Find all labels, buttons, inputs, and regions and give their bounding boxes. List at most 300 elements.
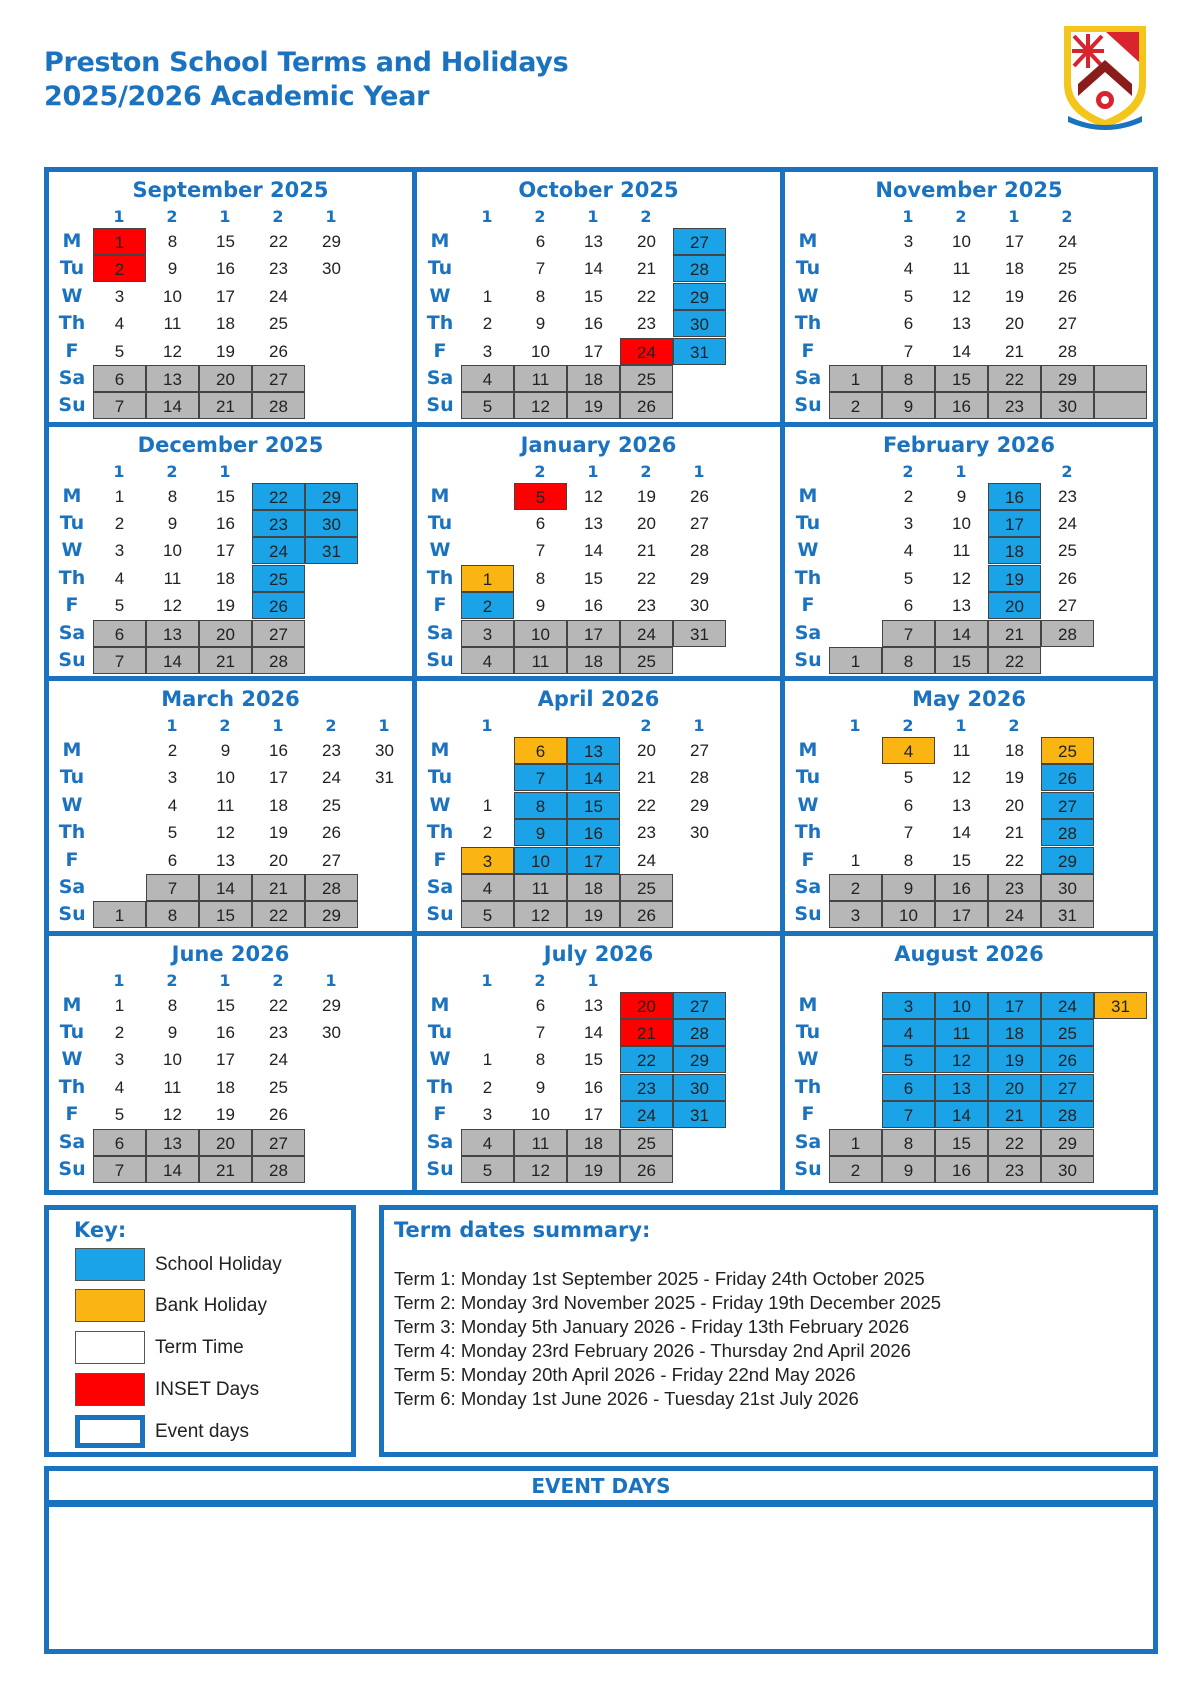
day-cell: 14 <box>146 1156 199 1183</box>
day-cell: 7 <box>882 1101 935 1128</box>
day-cell: 24 <box>1058 232 1077 251</box>
day-cell: 3 <box>461 847 514 874</box>
day-label: W <box>797 539 819 562</box>
day-cell: 26 <box>1058 568 1077 588</box>
day-label: Su <box>794 1157 822 1180</box>
week-number: 1 <box>166 716 178 735</box>
week-number: 1 <box>481 716 493 735</box>
day-cell: 12 <box>952 286 971 306</box>
day-cell: 21 <box>637 259 656 279</box>
day-label: W <box>61 1048 83 1071</box>
day-cell: 8 <box>514 792 567 819</box>
day-cell: 28 <box>1041 620 1094 647</box>
day-cell: 3 <box>882 992 935 1019</box>
term-line: Term 4: Monday 23rd February 2026 - Thursday 2nd April 2026 <box>394 1340 911 1361</box>
month-block <box>785 172 1153 427</box>
day-cell: 17 <box>988 510 1041 537</box>
day-cell: 10 <box>882 901 935 928</box>
month-title: May 2026 <box>912 687 1026 711</box>
day-cell: 2 <box>114 1022 125 1042</box>
day-cell: 12 <box>216 823 235 843</box>
day-label: M <box>430 993 450 1016</box>
day-label: F <box>65 339 79 362</box>
day-label: F <box>801 848 815 871</box>
day-cell: 25 <box>1058 259 1077 279</box>
day-label: Th <box>794 1075 822 1098</box>
key-title: Key: <box>74 1218 127 1242</box>
week-number: 2 <box>166 461 178 481</box>
day-label: Su <box>426 903 454 926</box>
week-number: 1 <box>219 461 231 481</box>
day-cell: 4 <box>903 541 914 561</box>
day-cell: 4 <box>882 737 935 764</box>
day-label: Th <box>426 821 454 844</box>
day-label: Th <box>58 1075 86 1098</box>
day-cell: 25 <box>1041 737 1094 764</box>
day-cell: 4 <box>903 259 914 279</box>
day-cell: 1 <box>93 901 146 928</box>
day-cell: 6 <box>882 1074 935 1101</box>
day-cell: 4 <box>114 314 125 334</box>
day-cell: 20 <box>1005 795 1024 815</box>
day-cell: 23 <box>620 1074 673 1101</box>
day-cell: 16 <box>584 596 603 616</box>
day-cell: 11 <box>952 541 971 561</box>
month-title: March 2026 <box>161 687 300 711</box>
key-label: Bank Holiday <box>155 1295 267 1316</box>
day-cell: 8 <box>167 486 178 506</box>
day-label: F <box>433 594 447 617</box>
day-cell: 16 <box>584 1077 603 1097</box>
week-number: 2 <box>1061 207 1073 226</box>
key-label: Term Time <box>155 1337 244 1358</box>
day-cell: 23 <box>988 1156 1041 1183</box>
month-title: August 2026 <box>894 941 1044 966</box>
day-cell: 7 <box>882 620 935 647</box>
day-label: M <box>62 739 82 761</box>
day-cell: 1 <box>93 228 146 255</box>
day-cell: 11 <box>935 1019 988 1046</box>
day-label: Sa <box>794 876 822 898</box>
day-label: F <box>65 848 79 871</box>
day-cell: 20 <box>988 1074 1041 1101</box>
day-cell: 11 <box>514 874 567 901</box>
day-label: Tu <box>427 1020 453 1043</box>
day-cell: 17 <box>1005 232 1024 251</box>
day-cell: 31 <box>305 537 358 564</box>
day-cell: 21 <box>620 1019 673 1046</box>
day-cell: 15 <box>935 1129 988 1156</box>
week-number: 2 <box>166 207 178 226</box>
day-cell: 24 <box>269 286 288 306</box>
day-cell: 26 <box>620 392 673 419</box>
page-subtitle: 2025/2026 Academic Year <box>44 81 430 112</box>
day-cell: 15 <box>935 365 988 392</box>
month-title: November 2025 <box>875 178 1063 202</box>
day-cell: 15 <box>216 232 235 251</box>
week-number: 1 <box>955 461 967 481</box>
month-title: June 2026 <box>171 941 290 966</box>
day-cell: 10 <box>163 286 182 306</box>
day-cell: 2 <box>167 741 178 760</box>
event-days-title: EVENT DAYS <box>531 1474 671 1498</box>
week-number: 2 <box>955 207 967 226</box>
day-label: M <box>430 230 450 252</box>
day-cell: 17 <box>567 620 620 647</box>
day-cell: 5 <box>903 568 914 588</box>
day-cell: 15 <box>952 850 971 870</box>
day-cell: 2 <box>482 314 493 334</box>
day-cell: 26 <box>620 901 673 928</box>
event-days-body <box>44 1500 1158 1654</box>
day-label: Tu <box>59 1020 85 1043</box>
day-cell: 5 <box>903 286 914 306</box>
day-cell: 14 <box>952 823 971 843</box>
day-cell: 13 <box>935 1074 988 1101</box>
day-cell: 23 <box>269 1022 288 1042</box>
day-cell: 31 <box>673 1101 726 1128</box>
day-cell: 12 <box>514 392 567 419</box>
day-cell: 13 <box>584 232 603 251</box>
day-cell: 27 <box>252 1129 305 1156</box>
month-block <box>49 936 417 1191</box>
week-number: 1 <box>955 716 967 735</box>
day-cell: 31 <box>1094 992 1147 1019</box>
day-cell: 14 <box>146 647 199 674</box>
week-number: 1 <box>693 461 705 481</box>
day-cell: 27 <box>1058 314 1077 334</box>
day-cell: 30 <box>1041 1156 1094 1183</box>
day-cell: 11 <box>216 795 235 815</box>
day-cell: 3 <box>903 232 914 251</box>
day-cell: 24 <box>322 768 341 788</box>
day-cell: 30 <box>305 510 358 537</box>
day-label: Tu <box>795 1020 821 1043</box>
day-cell: 2 <box>829 1156 882 1183</box>
day-label: Th <box>426 1075 454 1098</box>
day-cell: 22 <box>269 232 288 251</box>
day-cell: 21 <box>637 541 656 561</box>
week-number: 1 <box>113 207 125 226</box>
day-cell: 10 <box>531 1105 550 1125</box>
day-cell: 29 <box>673 1046 726 1073</box>
day-cell: 27 <box>252 365 305 392</box>
day-cell: 30 <box>322 259 341 279</box>
day-cell: 19 <box>216 596 235 616</box>
day-cell: 6 <box>93 620 146 647</box>
day-cell: 27 <box>322 850 341 870</box>
day-label: W <box>797 793 819 816</box>
day-cell: 11 <box>514 647 567 674</box>
day-cell: 26 <box>1041 764 1094 791</box>
day-cell: 19 <box>637 486 656 506</box>
school-crest-logo <box>1060 22 1150 134</box>
day-label: Sa <box>58 621 86 644</box>
key-swatch-bank <box>75 1289 145 1322</box>
day-cell: 26 <box>269 341 288 361</box>
day-cell: 31 <box>1041 901 1094 928</box>
day-label: M <box>798 230 818 252</box>
term-line: Term 5: Monday 20th April 2026 - Friday 22nd May 2026 <box>394 1364 856 1385</box>
day-cell: 13 <box>952 795 971 815</box>
day-cell: 12 <box>514 901 567 928</box>
term-line: Term 2: Monday 3rd November 2025 - Friday 19th December 2025 <box>394 1292 942 1313</box>
day-label: F <box>801 1103 815 1126</box>
day-cell: 8 <box>535 286 546 306</box>
day-cell: 22 <box>637 568 656 588</box>
month-title: December 2025 <box>137 432 324 457</box>
day-cell: 26 <box>252 592 305 619</box>
day-cell: 21 <box>637 768 656 788</box>
day-cell: 17 <box>935 901 988 928</box>
day-cell: 30 <box>1041 874 1094 901</box>
day-cell: 24 <box>620 620 673 647</box>
day-cell: 19 <box>1005 768 1024 788</box>
day-cell: 9 <box>535 314 546 334</box>
day-cell: 9 <box>514 819 567 846</box>
day-cell: 29 <box>305 483 358 510</box>
day-cell: 8 <box>535 568 546 588</box>
day-cell: 5 <box>114 341 125 361</box>
day-cell: 9 <box>167 259 178 279</box>
day-cell: 10 <box>163 541 182 561</box>
day-cell: 24 <box>620 1101 673 1128</box>
day-cell: 28 <box>252 647 305 674</box>
day-label: F <box>433 848 447 871</box>
day-cell: 3 <box>114 286 125 306</box>
day-cell: 22 <box>637 286 656 306</box>
day-cell: 12 <box>952 568 971 588</box>
day-cell: 2 <box>829 392 882 419</box>
day-cell: 29 <box>322 232 341 251</box>
day-cell: 30 <box>690 823 709 843</box>
key-swatch-inset <box>75 1373 145 1406</box>
day-cell: 11 <box>163 568 182 588</box>
day-cell: 8 <box>535 1050 546 1070</box>
day-cell: 18 <box>567 365 620 392</box>
day-cell: 27 <box>1041 1074 1094 1101</box>
day-cell: 4 <box>114 568 125 588</box>
day-cell: 14 <box>584 1022 603 1042</box>
week-number: 1 <box>481 970 493 990</box>
day-cell: 4 <box>461 1129 514 1156</box>
day-cell: 25 <box>620 1129 673 1156</box>
day-cell: 13 <box>146 1129 199 1156</box>
day-cell: 3 <box>829 901 882 928</box>
week-number: 1 <box>219 970 231 990</box>
key-box <box>44 1205 356 1457</box>
day-cell: 7 <box>535 259 546 279</box>
week-number: 1 <box>113 461 125 481</box>
day-cell: 28 <box>1041 1101 1094 1128</box>
day-cell: 27 <box>252 620 305 647</box>
day-cell: 24 <box>637 850 656 870</box>
day-cell: 30 <box>1041 392 1094 419</box>
day-cell: 17 <box>567 847 620 874</box>
day-label: Sa <box>426 621 454 644</box>
day-cell: 25 <box>1041 1019 1094 1046</box>
day-cell: 6 <box>535 232 546 251</box>
day-cell: 22 <box>988 365 1041 392</box>
day-label: M <box>798 484 818 507</box>
day-cell: 19 <box>1005 286 1024 306</box>
day-label: Sa <box>794 1130 822 1153</box>
day-cell: 8 <box>167 232 178 251</box>
day-cell: 4 <box>461 647 514 674</box>
day-cell: 8 <box>146 901 199 928</box>
day-cell: 12 <box>163 341 182 361</box>
day-cell: 7 <box>903 823 914 843</box>
day-cell: 1 <box>461 565 514 592</box>
day-cell: 11 <box>163 1077 182 1097</box>
day-cell: 9 <box>882 392 935 419</box>
day-cell: 9 <box>882 1156 935 1183</box>
day-label: Th <box>58 312 86 335</box>
day-cell: 12 <box>163 596 182 616</box>
day-cell: 17 <box>584 341 603 361</box>
day-cell: 19 <box>269 823 288 843</box>
day-cell: 16 <box>935 874 988 901</box>
day-cell: 3 <box>114 541 125 561</box>
day-cell: 21 <box>199 647 252 674</box>
day-label: F <box>433 1103 447 1126</box>
day-cell: 9 <box>167 513 178 533</box>
day-cell: 26 <box>269 1105 288 1125</box>
day-label: Tu <box>59 766 85 789</box>
day-label: W <box>429 1048 451 1071</box>
day-cell: 18 <box>567 874 620 901</box>
week-number: 1 <box>272 716 284 735</box>
day-cell: 18 <box>269 795 288 815</box>
day-cell: 21 <box>252 874 305 901</box>
day-cell: 2 <box>461 592 514 619</box>
day-cell: 1 <box>482 795 493 815</box>
day-label: Th <box>794 821 822 844</box>
day-label: W <box>61 539 83 562</box>
day-cell: 17 <box>269 768 288 788</box>
day-cell: 14 <box>567 764 620 791</box>
month-block <box>417 172 785 427</box>
day-label: Tu <box>795 511 821 534</box>
day-cell: 22 <box>988 647 1041 674</box>
day-cell: 9 <box>956 486 967 506</box>
week-number: 2 <box>1061 461 1073 481</box>
day-cell: 18 <box>216 1077 235 1097</box>
day-label: W <box>61 284 83 307</box>
day-cell: 10 <box>514 847 567 874</box>
day-cell: 3 <box>461 620 514 647</box>
day-cell: 14 <box>952 341 971 361</box>
day-cell: 25 <box>620 365 673 392</box>
day-cell: 24 <box>988 901 1041 928</box>
day-cell: 23 <box>988 874 1041 901</box>
day-cell: 6 <box>93 365 146 392</box>
day-cell: 1 <box>829 647 882 674</box>
day-label: W <box>797 1048 819 1071</box>
day-cell: 21 <box>1005 823 1024 843</box>
day-cell: 16 <box>216 1022 235 1042</box>
month-block <box>785 681 1153 936</box>
day-cell: 14 <box>584 541 603 561</box>
day-label: M <box>430 484 450 507</box>
day-cell: 23 <box>637 596 656 616</box>
day-cell: 1 <box>114 995 125 1015</box>
week-number: 2 <box>902 716 914 735</box>
day-cell: 9 <box>882 874 935 901</box>
calendar-grid <box>44 167 1158 1195</box>
day-label: Tu <box>427 766 453 789</box>
day-cell: 17 <box>988 992 1041 1019</box>
week-number: 1 <box>325 207 337 226</box>
day-label: Sa <box>426 367 454 389</box>
day-label: F <box>801 339 815 362</box>
month-block <box>417 427 785 682</box>
day-cell: 28 <box>690 541 709 561</box>
day-cell: 3 <box>482 1105 493 1125</box>
week-number: 1 <box>693 716 705 735</box>
day-cell: 1 <box>829 365 882 392</box>
month-title: February 2026 <box>882 432 1056 457</box>
day-cell: 23 <box>322 741 341 760</box>
term-line: Term 6: Monday 1st June 2026 - Tuesday 21st July 2026 <box>394 1388 859 1409</box>
day-label: M <box>62 230 82 252</box>
day-cell: 6 <box>903 795 914 815</box>
day-cell: 14 <box>935 620 988 647</box>
day-label: F <box>65 1103 79 1126</box>
day-cell: 6 <box>535 995 546 1015</box>
day-cell: 25 <box>269 1077 288 1097</box>
month-block <box>785 936 1153 1191</box>
key-swatch-hol <box>75 1248 145 1281</box>
day-cell: 31 <box>375 768 394 788</box>
day-cell: 3 <box>903 513 914 533</box>
day-cell: 1 <box>829 1129 882 1156</box>
day-cell: 8 <box>903 850 914 870</box>
day-label: F <box>801 594 815 617</box>
week-number: 2 <box>534 461 546 481</box>
day-cell: 2 <box>903 486 914 506</box>
day-cell: 15 <box>584 568 603 588</box>
day-cell: 25 <box>252 565 305 592</box>
day-cell: 15 <box>216 486 235 506</box>
day-cell: 29 <box>690 795 709 815</box>
day-cell: 23 <box>252 510 305 537</box>
day-cell: 4 <box>461 365 514 392</box>
day-cell: 11 <box>163 314 182 334</box>
term-summary-title: Term dates summary: <box>394 1218 651 1242</box>
day-cell <box>1094 365 1147 392</box>
day-cell: 29 <box>322 995 341 1015</box>
day-cell: 19 <box>216 341 235 361</box>
day-cell: 28 <box>1058 341 1077 361</box>
day-cell: 28 <box>673 255 726 282</box>
week-number: 1 <box>378 716 390 735</box>
month-block <box>49 427 417 682</box>
day-cell: 21 <box>988 620 1041 647</box>
day-label: Su <box>794 394 822 417</box>
day-cell: 22 <box>1005 850 1024 870</box>
day-cell: 28 <box>690 768 709 788</box>
month-title: January 2026 <box>520 432 677 457</box>
day-cell: 16 <box>935 1156 988 1183</box>
day-label: M <box>798 739 818 761</box>
day-cell: 24 <box>620 338 673 365</box>
day-cell: 8 <box>882 647 935 674</box>
day-cell: 5 <box>514 483 567 510</box>
day-cell: 1 <box>114 486 125 506</box>
day-label: W <box>61 793 83 816</box>
day-label: Th <box>794 566 822 589</box>
